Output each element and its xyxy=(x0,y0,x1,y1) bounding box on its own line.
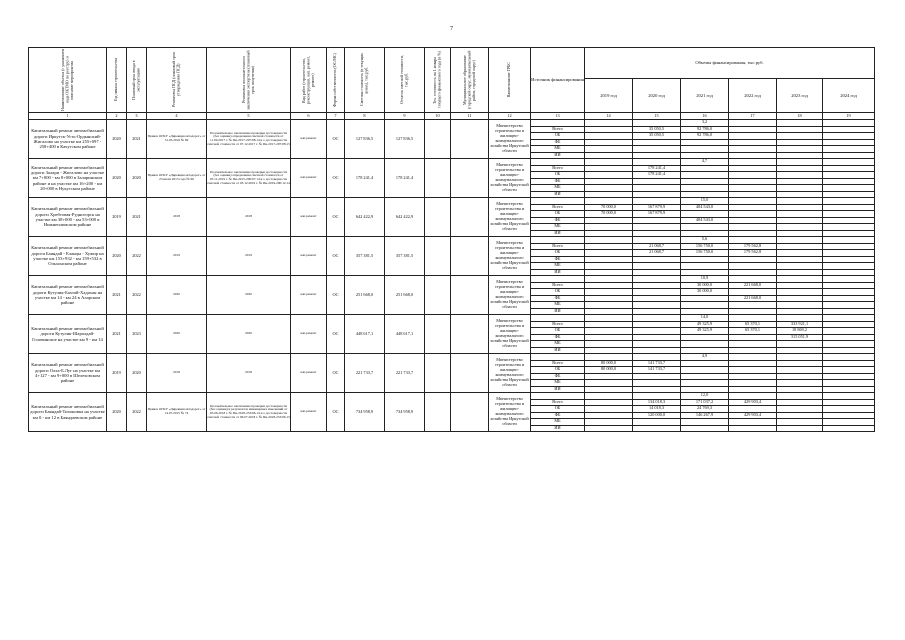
financing-value: 80 000,0 xyxy=(585,367,633,374)
header-year: 2020 год xyxy=(633,79,681,113)
remaining-cost: 251 668,0 xyxy=(385,276,425,315)
financing-value: 179 562,8 xyxy=(729,243,777,250)
source-label: Всего xyxy=(531,204,585,211)
header-municipality: Муниципальное образование (городской округ, муниципальный район, городской округ) xyxy=(451,48,489,113)
start-year: 2021 xyxy=(107,315,127,354)
object-name: Капитальный ремонт автомобильной дороги Баяндай - Еланцы - Хужир на участке км 153+932 - км 159+532 в Ольхонском районе xyxy=(29,237,107,276)
financing-value: 21 068,7 xyxy=(633,250,681,257)
ownership: ОС xyxy=(327,276,345,315)
financing-value: 404 543,0 xyxy=(681,204,729,211)
source-label: ИИ xyxy=(531,152,585,159)
customer: Министерство строительства и жилищно-коммунального хозяйства Иркутской области xyxy=(489,393,531,432)
start-year: 2020 xyxy=(107,393,127,432)
financing-value: 141 733,7 xyxy=(633,367,681,374)
financing-value: 24 769,3 xyxy=(681,406,729,413)
header-year: 2021 год xyxy=(681,79,729,113)
municipality xyxy=(451,198,489,237)
source-label: ОБ xyxy=(531,211,585,218)
readiness xyxy=(425,237,451,276)
readiness xyxy=(425,276,451,315)
financing-value: 92 786,0 xyxy=(681,126,729,133)
expertise-details: Положительное заключение проверки достоверности (без оценки) определения сметной стоимости от 11.09.2017 г. № Пи-2017-297/08.14 и о достоверности сметной стоимости от 07.12.2017 г. № Пи-2017-297/08.15 xyxy=(207,120,291,159)
financing-value: 92 786,0 xyxy=(681,133,729,140)
start-year: 2019 xyxy=(107,198,127,237)
remaining-cost: 448 617,1 xyxy=(385,315,425,354)
customer: Министерство строительства и жилищно-коммунального хозяйства Иркутской области xyxy=(489,315,531,354)
readiness xyxy=(425,315,451,354)
financing-value: 171 037,2 xyxy=(681,399,729,406)
source-label: ФБ xyxy=(531,217,585,224)
object-name: Капитальный ремонт автомобильной дороги Кутулик-Бахтай-Хадахан на участке км 14 - км 24 в Аларском районе xyxy=(29,276,107,315)
financing-value: 14 018,3 xyxy=(633,406,681,413)
financing-value: 70 000,0 xyxy=(585,204,633,211)
remaining-cost: 357 381,5 xyxy=(385,237,425,276)
financing-value: 179 562,8 xyxy=(729,250,777,257)
start-year: 2020 xyxy=(107,120,127,159)
ownership: ОС xyxy=(327,237,345,276)
object-name: Капитальный ремонт автомобильной дороги Баяндай-Тихоновка на участке км 0 - км 12 в Баяндаевском районе xyxy=(29,393,107,432)
source-label: ОБ xyxy=(531,367,585,374)
customer: Министерство строительства и жилищно-коммунального хозяйства Иркутской области xyxy=(489,354,531,393)
expertise-details: 2020 xyxy=(207,276,291,315)
source-label: Всего xyxy=(531,321,585,328)
financing-value: 49 325,9 xyxy=(681,321,729,328)
ownership: ОС xyxy=(327,120,345,159)
work-type: кап.ремонт xyxy=(291,315,327,354)
column-number: 19 xyxy=(823,113,875,120)
column-number: 14 xyxy=(585,113,633,120)
source-label: ОБ xyxy=(531,406,585,413)
header-year: 2023 год xyxy=(777,79,823,113)
progress-marker: 5,6 xyxy=(681,237,729,244)
financing-value: 21 068,7 xyxy=(633,243,681,250)
column-number: 8 xyxy=(345,113,385,120)
estimated-cost: 127 836,5 xyxy=(345,120,385,159)
column-numbers-row xyxy=(29,113,875,120)
customer: Министерство строительства и жилищно-коммунального хозяйства Иркутской области xyxy=(489,237,531,276)
source-label: МБ xyxy=(531,224,585,231)
end-year: 2022 xyxy=(127,237,147,276)
table-body xyxy=(29,120,875,432)
column-number: 5 xyxy=(207,113,291,120)
progress-marker: 4,7 xyxy=(681,159,729,166)
municipality xyxy=(451,120,489,159)
financing-value: 221 668,0 xyxy=(729,282,777,289)
source-label: Всего xyxy=(531,165,585,172)
progress-marker: 3,2 xyxy=(681,120,729,127)
ownership: ОС xyxy=(327,159,345,198)
financing-value: 178 241,4 xyxy=(633,172,681,179)
column-number: 18 xyxy=(777,113,823,120)
work-type: кап.ремонт xyxy=(291,276,327,315)
header-year: 2022 год xyxy=(729,79,777,113)
financing-value: 65 370,1 xyxy=(729,328,777,335)
work-type: кап.ремонт xyxy=(291,354,327,393)
customer: Министерство строительства и жилищно-коммунального хозяйства Иркутской области xyxy=(489,120,531,159)
expertise-details: Положительное заключение проверки достоверности (без оценки) определения сметной стоимости от 05.11.2019 г. № Пи-2015-200/07.14 и о достоверности сметной стоимости от 03.12.2019 г. № Пи-2019-200/12.14 xyxy=(207,159,291,198)
source-label: ИИ xyxy=(531,230,585,237)
financing-value xyxy=(633,425,681,432)
financing-value: 65 370,1 xyxy=(729,321,777,328)
source-label: МБ xyxy=(531,380,585,387)
source-label: ОБ xyxy=(531,172,585,179)
source-label: Всего xyxy=(531,243,585,250)
expertise-details: 2020 xyxy=(207,315,291,354)
municipality xyxy=(451,159,489,198)
source-label: ИИ xyxy=(531,269,585,276)
source-label: Всего xyxy=(531,360,585,367)
municipality xyxy=(451,276,489,315)
municipality xyxy=(451,237,489,276)
object-name: Капитальный ремонт автомобильной дороги Иркутск-Усть-Ордынский-Жигалово на участке км 255+097 - 258+400 в Качугском районе xyxy=(29,120,107,159)
object-name: Капитальный ремонт автомобильной дороги Кутулик-Шаралдай-Головинское на участке км 9 - км 14 xyxy=(29,315,107,354)
source-label: ОБ xyxy=(531,250,585,257)
financing-value: 80 000,0 xyxy=(585,360,633,367)
source-label: ОБ xyxy=(531,289,585,296)
work-type: кап.ремонт xyxy=(291,393,327,432)
estimated-cost: 734 958,9 xyxy=(345,393,385,432)
remaining-cost: 734 958,9 xyxy=(385,393,425,432)
column-number: 6 xyxy=(291,113,327,120)
column-number: 9 xyxy=(385,113,425,120)
estimated-cost: 357 381,5 xyxy=(345,237,385,276)
header-year: 2024 год xyxy=(823,79,875,113)
psd-details: Приказ ОГКУ «Дирекция автодорог» от 31.03.2016 № 69 xyxy=(147,120,207,159)
progress-marker: 14,0 xyxy=(681,315,729,322)
readiness xyxy=(425,393,451,432)
financing-value: 404 543,0 xyxy=(681,217,729,224)
header-name: Наименование объекта (с указанием кода ОКТМО по реестру) и описание мероприятия xyxy=(29,48,107,113)
header-year: 2019 год xyxy=(585,79,633,113)
column-number: 13 xyxy=(531,113,585,120)
header-est-cost: Сметная стоимость (в текущих ценах), тыс.руб. xyxy=(345,48,385,113)
readiness xyxy=(425,198,451,237)
header-sources: Источник финансирования xyxy=(531,48,585,113)
object-name: Капитальный ремонт автомобильной дороги Хребтовая-Рудногорск на участке км 38+000 - км 53+000 в Нижнеилимском районе xyxy=(29,198,107,237)
municipality xyxy=(451,354,489,393)
work-type: кап.ремонт xyxy=(291,159,327,198)
work-type: кап.ремонт xyxy=(291,120,327,159)
progress-marker: 15,0 xyxy=(681,198,729,205)
header-row xyxy=(29,48,875,79)
column-number: 1 xyxy=(29,113,107,120)
psd-details: 2020 xyxy=(147,276,207,315)
source-label: Всего xyxy=(531,399,585,406)
financing-value: 156 750,0 xyxy=(681,250,729,257)
page-number: 7 xyxy=(450,26,453,32)
customer: Министерство строительства и жилищно-коммунального хозяйства Иркутской области xyxy=(489,198,531,237)
ownership: ОС xyxy=(327,393,345,432)
header-customer: Наименование ГРБС xyxy=(489,48,531,113)
ownership: ОС xyxy=(327,354,345,393)
start-year: 2019 xyxy=(107,354,127,393)
financing-value: 30 000,0 xyxy=(681,282,729,289)
source-label: ФБ xyxy=(531,373,585,380)
column-number: 12 xyxy=(489,113,531,120)
psd-details: 2018 xyxy=(147,354,207,393)
source-label: ФБ xyxy=(531,256,585,263)
remaining-cost: 642 422,9 xyxy=(385,198,425,237)
header-readiness: Тех. готовность на 1 января текущего финансового года (в %) xyxy=(425,48,451,113)
source-label: ИИ xyxy=(531,191,585,198)
financing-value: 333 921,1 xyxy=(777,321,823,328)
financing-value: 429 903,4 xyxy=(729,399,777,406)
financing-value: 30 000,0 xyxy=(681,289,729,296)
column-number: 16 xyxy=(681,113,729,120)
customer: Министерство строительства и жилищно-коммунального хозяйства Иркутской области xyxy=(489,159,531,198)
municipality xyxy=(451,315,489,354)
column-number: 17 xyxy=(729,113,777,120)
financing-value: 167 879,9 xyxy=(633,204,681,211)
source-label: ФБ xyxy=(531,412,585,419)
financing-value: 120 000,0 xyxy=(633,412,681,419)
source-label: ОБ xyxy=(531,328,585,335)
financing-value: 315 051,9 xyxy=(777,334,823,341)
column-number: 2 xyxy=(107,113,127,120)
estimated-cost: 251 668,0 xyxy=(345,276,385,315)
column-number: 4 xyxy=(147,113,207,120)
ownership: ОС xyxy=(327,315,345,354)
financing-value: 49 325,9 xyxy=(681,328,729,335)
financing-value: 146 267,9 xyxy=(681,412,729,419)
header-ownership: Форма собственности (ОС/МС) xyxy=(327,48,345,113)
source-label: Всего xyxy=(531,126,585,133)
progress-marker: 4,9 xyxy=(681,354,729,361)
header-expertise: Реквизиты положительного заключения экспертизы (плановый срок получения) xyxy=(207,48,291,113)
source-label: ИИ xyxy=(531,308,585,315)
end-year: 2022 xyxy=(127,276,147,315)
work-type: кап.ремонт xyxy=(291,237,327,276)
estimated-cost: 221 733,7 xyxy=(345,354,385,393)
end-year: 2023 xyxy=(127,315,147,354)
financing-value xyxy=(585,425,633,432)
financing-value: 156 750,0 xyxy=(681,243,729,250)
municipality xyxy=(451,393,489,432)
source-label: ФБ xyxy=(531,139,585,146)
ownership: ОС xyxy=(327,198,345,237)
readiness xyxy=(425,354,451,393)
column-number: 3 xyxy=(127,113,147,120)
financing-value: 134 018,3 xyxy=(633,399,681,406)
source-label: МБ xyxy=(531,146,585,153)
customer: Министерство строительства и жилищно-коммунального хозяйства Иркутской области xyxy=(489,276,531,315)
end-year: 2021 xyxy=(127,198,147,237)
financing-table xyxy=(28,47,875,432)
progress-marker: 10,9 xyxy=(681,276,729,283)
object-name: Капитальный ремонт автомобильной дороги Залари - Жигалово на участке км 7+000 - км 8+000 в Заларинском районе и на участке км 16+200 - км 20+000 в Нукутском районе xyxy=(29,159,107,198)
column-number: 15 xyxy=(633,113,681,120)
expertise-details: 2018 xyxy=(207,198,291,237)
remaining-cost: 221 733,7 xyxy=(385,354,425,393)
header-financing: Объемы финансирования, тыс.руб. xyxy=(585,48,875,79)
psd-details: 2018 xyxy=(147,198,207,237)
psd-details: 2019 xyxy=(147,237,207,276)
end-year: 2020 xyxy=(127,354,147,393)
estimated-cost: 448 617,1 xyxy=(345,315,385,354)
column-number: 10 xyxy=(425,113,451,120)
start-year: 2021 xyxy=(107,276,127,315)
financing-value: 18 869,2 xyxy=(777,328,823,335)
expertise-details: 2018 xyxy=(207,354,291,393)
source-label: ИИ xyxy=(531,425,585,432)
source-label: ФБ xyxy=(531,178,585,185)
object-name: Капитальный ремонт автомобильной дороги Олха-Б.Луг на участке км 4+127 - км 9+000 в Шелеховском районе xyxy=(29,354,107,393)
source-label: ОБ xyxy=(531,133,585,140)
start-year: 2020 xyxy=(107,159,127,198)
progress-marker: 12,0 xyxy=(681,393,729,400)
financing-value: 429 903,4 xyxy=(729,412,777,419)
remaining-cost: 127 836,5 xyxy=(385,120,425,159)
source-label: МБ xyxy=(531,263,585,270)
start-year: 2020 xyxy=(107,237,127,276)
psd-details: Приказ ОГКУ «Дирекция автодорог» от 14.07.2015 № 74 xyxy=(147,393,207,432)
expertise-details: Положительное заключение проверки достоверности (без оценки) и результатов инженерных изысканий от 05.06.2018 г. № Пи-2018-253/06.14 и о достоверности сметной стоимости от 06.07.2018 г. № Пи-2018-253/06.15 xyxy=(207,393,291,432)
column-number: 7 xyxy=(327,113,345,120)
work-type: кап.ремонт xyxy=(291,198,327,237)
psd-details: 2020 xyxy=(147,315,207,354)
financing-value: 35 050,5 xyxy=(633,126,681,133)
source-label: МБ xyxy=(531,185,585,192)
header-psd: Реквизиты ПСД (плановый срок утверждения ПСД) xyxy=(147,48,207,113)
estimated-cost: 178 241,4 xyxy=(345,159,385,198)
column-number: 11 xyxy=(451,113,489,120)
source-label: Всего xyxy=(531,282,585,289)
expertise-details: 2019 xyxy=(207,237,291,276)
financing-value xyxy=(823,425,875,432)
source-label: МБ xyxy=(531,302,585,309)
source-label: ИИ xyxy=(531,347,585,354)
financing-value: 178 241,4 xyxy=(633,165,681,172)
source-label: ФБ xyxy=(531,295,585,302)
header-end-year: Плановый срок ввода в эксплуатацию xyxy=(127,48,147,113)
psd-details: Приказ ОГКУ «Дирекция автодорог» от 25 июля 2015 года № 66 xyxy=(147,159,207,198)
header-work-type: Вид работ (строительство, реконструкция, кап. ремонт, ремонт) xyxy=(291,48,327,113)
end-year: 2020 xyxy=(127,159,147,198)
readiness xyxy=(425,120,451,159)
source-label: ИИ xyxy=(531,386,585,393)
financing-value xyxy=(729,425,777,432)
estimated-cost: 642 422,9 xyxy=(345,198,385,237)
financing-value: 221 668,0 xyxy=(729,295,777,302)
financing-value: 141 733,7 xyxy=(633,360,681,367)
end-year: 2021 xyxy=(127,120,147,159)
source-label: ФБ xyxy=(531,334,585,341)
remaining-cost: 178 241,4 xyxy=(385,159,425,198)
financing-value: 35 050,5 xyxy=(633,133,681,140)
source-label: МБ xyxy=(531,341,585,348)
financing-value: 167 879,9 xyxy=(633,211,681,218)
header-start-year: Год начала строительства xyxy=(107,48,127,113)
financing-value: 70 000,0 xyxy=(585,211,633,218)
financing-value xyxy=(777,425,823,432)
header-rem-cost: Остаток сметной стоимости, тыс.руб. xyxy=(385,48,425,113)
source-label: МБ xyxy=(531,419,585,426)
financing-value xyxy=(681,425,729,432)
end-year: 2022 xyxy=(127,393,147,432)
readiness xyxy=(425,159,451,198)
